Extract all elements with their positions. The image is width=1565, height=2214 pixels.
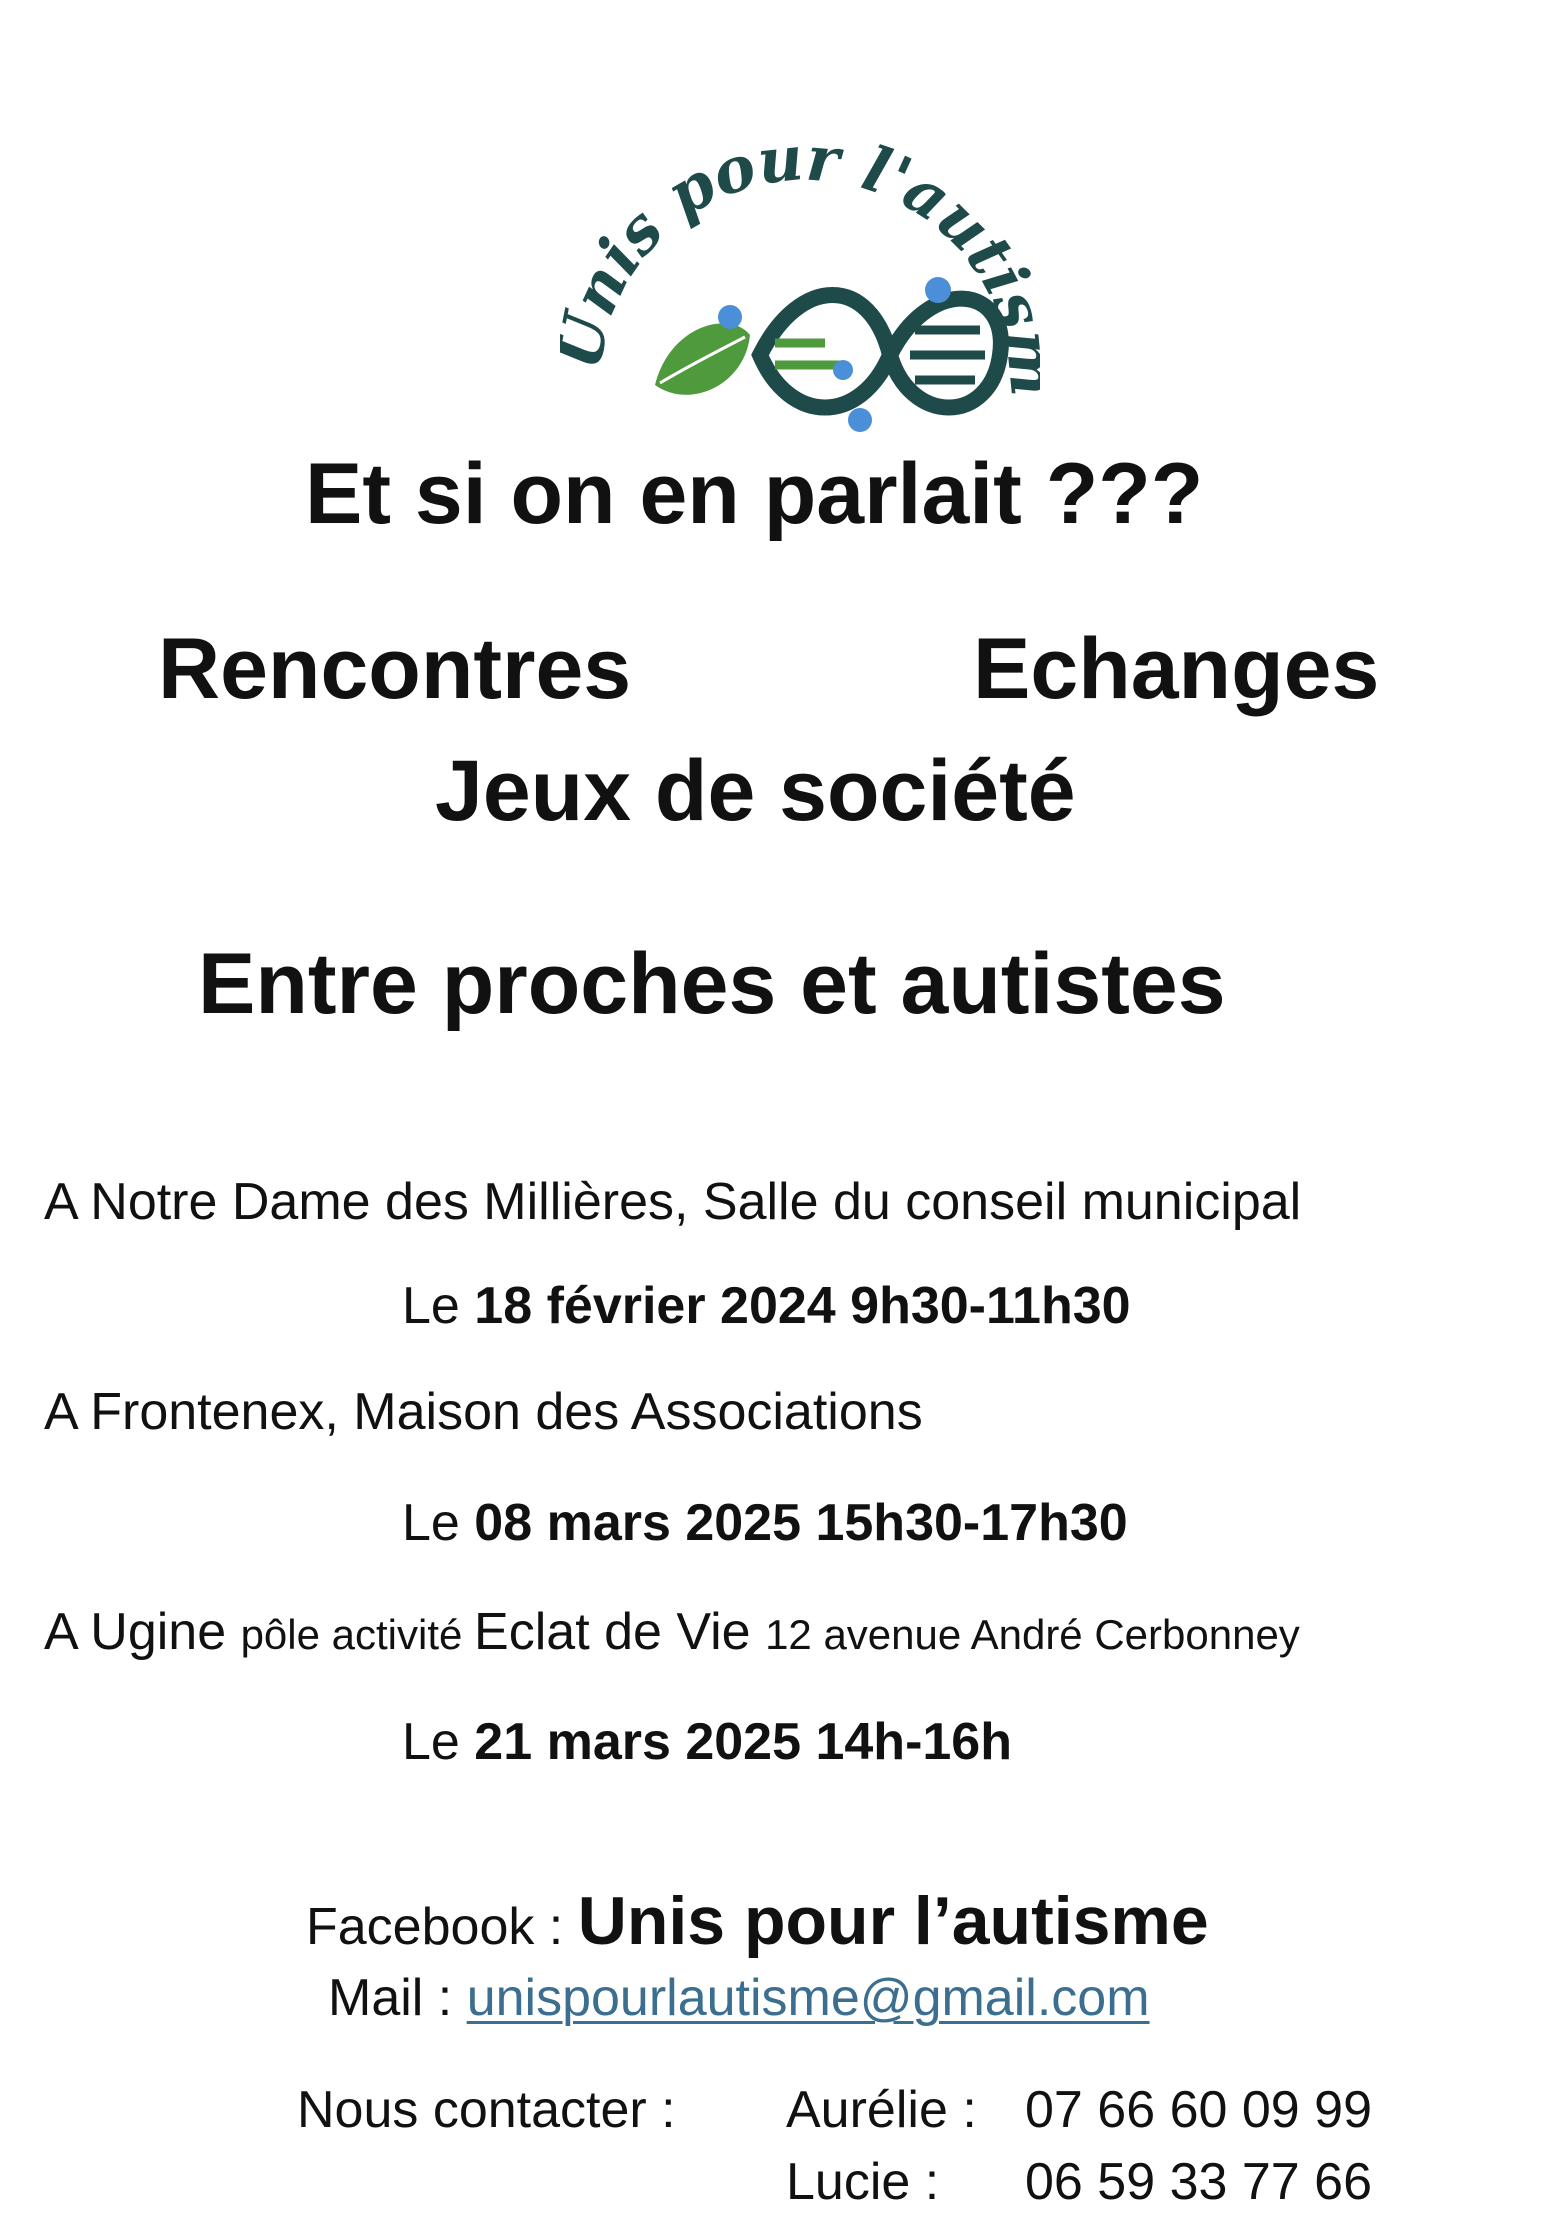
logo-graphic [560,55,1040,435]
contact-name: Lucie : [786,2153,940,2211]
headline: Et si on en parlait ??? [305,446,1204,542]
event-venue: A Notre Dame des Millières, Salle du conseil municipal [44,1173,1302,1231]
logo [560,55,1040,435]
event-venue: A Frontenex, Maison des Associations [44,1383,923,1441]
dot-icon [718,305,742,329]
facebook-label: Facebook : [306,1898,578,1956]
facebook-page[interactable]: Unis pour l’autisme [577,1883,1209,1959]
event-venue: A Ugine pôle activité Eclat de Vie 12 avenue André Cerbonney [44,1603,1300,1661]
mail-label: Mail : [328,1969,467,2027]
dot-icon [925,277,951,303]
mail-link[interactable]: unispourlautisme@gmail.com [466,1969,1150,2027]
event-date: Le 18 février 2024 9h30-11h30 [402,1277,1131,1335]
contact-name: Aurélie : [786,2081,977,2139]
event-date: Le 21 mars 2025 14h-16h [402,1713,1012,1771]
audience: Entre proches et autistes [198,936,1226,1032]
contact-label: Nous contacter : [297,2081,676,2139]
facebook-line [306,1882,1209,1960]
dot-icon [833,360,853,380]
contact-phone[interactable]: 07 66 60 09 99 [1025,2081,1372,2139]
activity-right: Echanges [973,621,1380,717]
event-date: Le 08 mars 2025 15h30-17h30 [402,1494,1128,1552]
activity-center: Jeux de société [435,743,1076,839]
contact-phone[interactable]: 06 59 33 77 66 [1025,2153,1372,2211]
dot-icon [848,408,872,432]
mail-line [328,1968,1150,2028]
activity-left: Rencontres [158,621,632,717]
logo-text: nis pour l'auti [560,121,1040,326]
